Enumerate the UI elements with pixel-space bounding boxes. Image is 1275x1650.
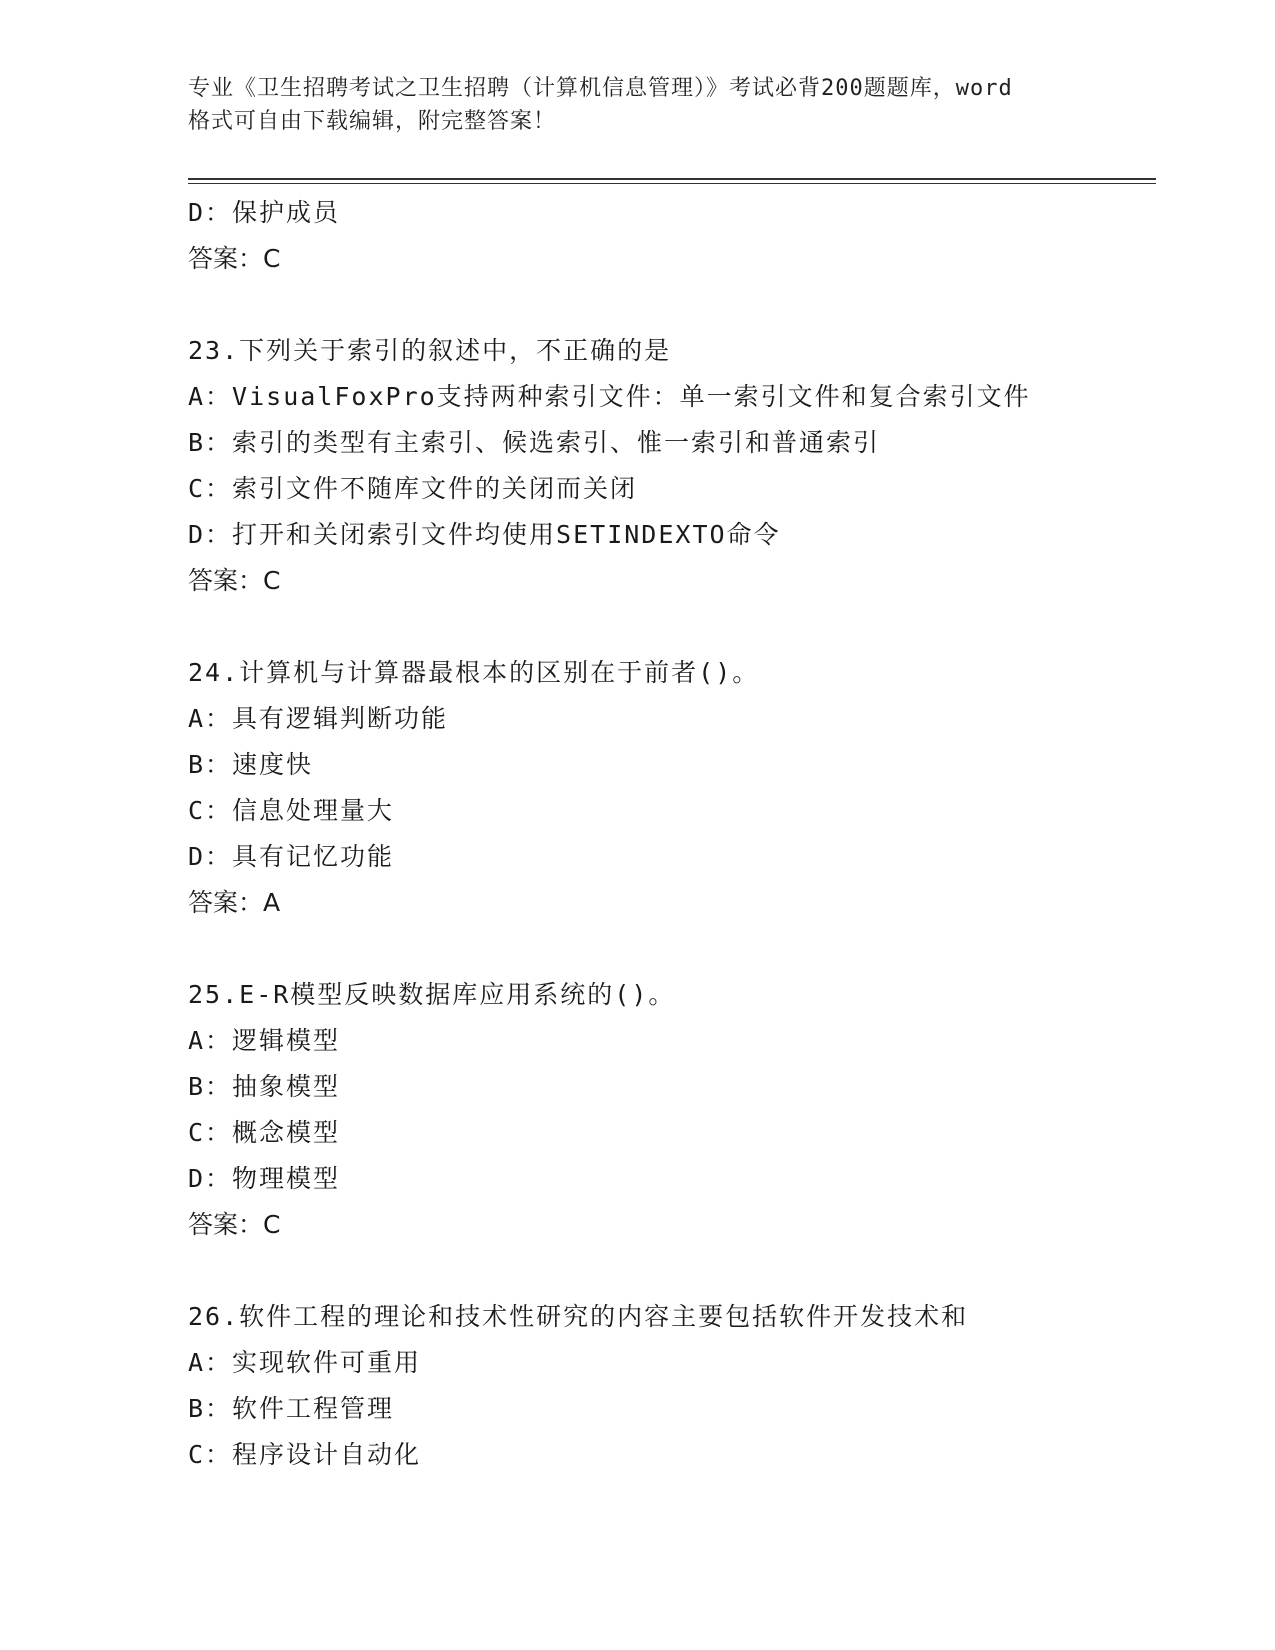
answer: 答案：A [188, 888, 281, 917]
option-b: B：索引的类型有主索引、候选索引、惟一索引和普通索引 [188, 428, 881, 457]
answer: 答案：C [188, 1210, 281, 1239]
question-block-26 [188, 1294, 1148, 1478]
option-b: B：速度快 [188, 750, 314, 779]
spacer [188, 926, 1148, 972]
option-c: C：概念模型 [188, 1118, 341, 1147]
question-list [188, 190, 1148, 1478]
question-block-24 [188, 650, 1148, 926]
option-a: A：逻辑模型 [188, 1026, 341, 1055]
option-a: A：VisualFoxPro支持两种索引文件：单一索引文件和复合索引文件 [188, 382, 1031, 411]
option-b: B：软件工程管理 [188, 1394, 395, 1423]
spacer [188, 1248, 1148, 1294]
spacer [188, 282, 1148, 328]
question-stem: 26.软件工程的理论和技术性研究的内容主要包括软件开发技术和 [188, 1302, 969, 1331]
option-c: C：索引文件不随库文件的关闭而关闭 [188, 474, 638, 503]
question-stem: 23.下列关于索引的叙述中，不正确的是 [188, 336, 672, 365]
question-block-22-tail [188, 190, 1148, 282]
answer: 答案：C [188, 244, 281, 273]
question-block-25 [188, 972, 1148, 1248]
option-a: A：实现软件可重用 [188, 1348, 422, 1377]
header-divider-thick [188, 178, 1156, 180]
question-stem: 25.E-R模型反映数据库应用系统的()。 [188, 980, 676, 1009]
header-line-2: 格式可自由下载编辑，附完整答案！ [188, 109, 557, 134]
option-d: D：打开和关闭索引文件均使用SETINDEXTO命令 [188, 520, 781, 549]
option-a: A：具有逻辑判断功能 [188, 704, 449, 733]
document-header [188, 72, 1088, 138]
option-c: C：信息处理量大 [188, 796, 395, 825]
option-c: C：程序设计自动化 [188, 1440, 422, 1469]
answer: 答案：C [188, 566, 281, 595]
option-b: B：抽象模型 [188, 1072, 341, 1101]
header-line-1: 专业《卫生招聘考试之卫生招聘（计算机信息管理）》考试必背200题题库，word [188, 76, 1013, 101]
header-divider-thin [188, 183, 1156, 184]
option-d: D：物理模型 [188, 1164, 341, 1193]
option-d: D：保护成员 [188, 198, 341, 227]
question-block-23 [188, 328, 1148, 604]
spacer [188, 604, 1148, 650]
option-d: D：具有记忆功能 [188, 842, 395, 871]
question-stem: 24.计算机与计算器最根本的区别在于前者()。 [188, 658, 760, 687]
